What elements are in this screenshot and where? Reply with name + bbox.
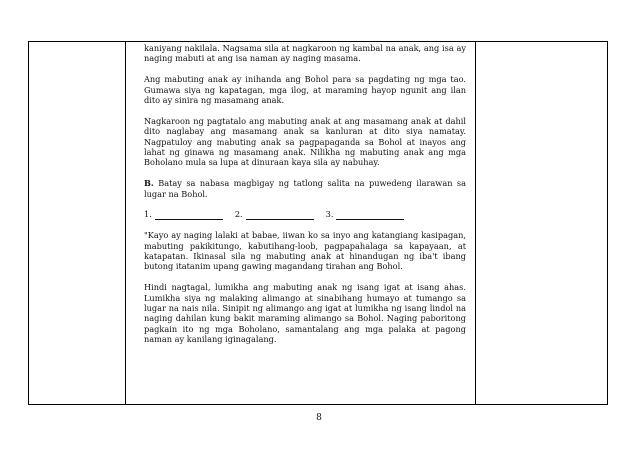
question-b (144, 178, 466, 199)
story-content (144, 43, 466, 355)
answer-blank[interactable] (336, 211, 404, 220)
answer-blank[interactable] (155, 211, 223, 220)
answer-blank[interactable] (246, 211, 314, 220)
paragraph-3: Nagkaroon ng pagtatalo ang mabuting anak at ang masamang anak at dahil dito naglabay ang masamang anak sa kanluran at dito siya namatay. Nagpatuloy ang mabuting anak sa pagpapaganda sa Bohol at inayos ang lahat ng ginawa ng masamang anak. Nilikha ng mabuting anak ang mga Boholano mula sa lupa at dinuraan kaya sila ay nabuhay. (144, 115, 466, 168)
worksheet-table (28, 41, 608, 405)
answer-item-1 (144, 209, 223, 219)
paragraph-1: kaniyang nakilala. Nagsama sila at nagkaroon ng kambal na anak, ang isa ay naging mabuti at ang isa naman ay naging masama. (144, 43, 466, 64)
page-number: 8 (316, 413, 322, 423)
right-column-divider (475, 42, 476, 404)
paragraph-2: Ang mabuting anak ay inihanda ang Bohol para sa pagdating ng mga tao. Gumawa siya ng kapatagan, mga ilog, at maraming hayop ngunit ang ilan dito ay sinira ng masamang anak. (144, 74, 466, 106)
left-column-divider (125, 42, 126, 404)
paragraph-5: Hindi nagtagal, lumikha ang mabuting anak ng isang igat at isang ahas. Lumikha siya ng malaking alimango at sinabihang humayo at tumango sa lugar na nais nila. Sinipit ng alimango ang igat at lumikha ng isang lindol na naging dahilan kung bakit maraming alimango sa Bohol. Naging paboritong pagkain ito ng mga Boholano, samantalang ang mga palaka at pagong naman ay kanilang iginagalang. (144, 282, 466, 345)
paragraph-4: "Kayo ay naging lalaki at babae, iiwan ko sa inyo ang katangiang kasipagan, mabuting pakikitungo, kabutihang-loob, pagpapahalaga sa kapayaan, at katapatan. Ikinasal sila ng mabuting anak at hinandugan ng iba't ibang butong itatanim upang gawing magandang tirahan ang Bohol. (144, 230, 466, 272)
answer-item-3 (326, 209, 405, 219)
question-label: B. (144, 178, 154, 189)
question-text: Batay sa nabasa magbigay ng tatlong salita na puwedeng ilarawan sa lugar na Bohol. (144, 178, 466, 199)
answer-blanks (144, 209, 466, 219)
answer-number: 3. (325, 209, 334, 220)
answer-number: 2. (234, 209, 243, 220)
answer-item-2 (235, 209, 314, 219)
answer-number: 1. (144, 209, 152, 220)
